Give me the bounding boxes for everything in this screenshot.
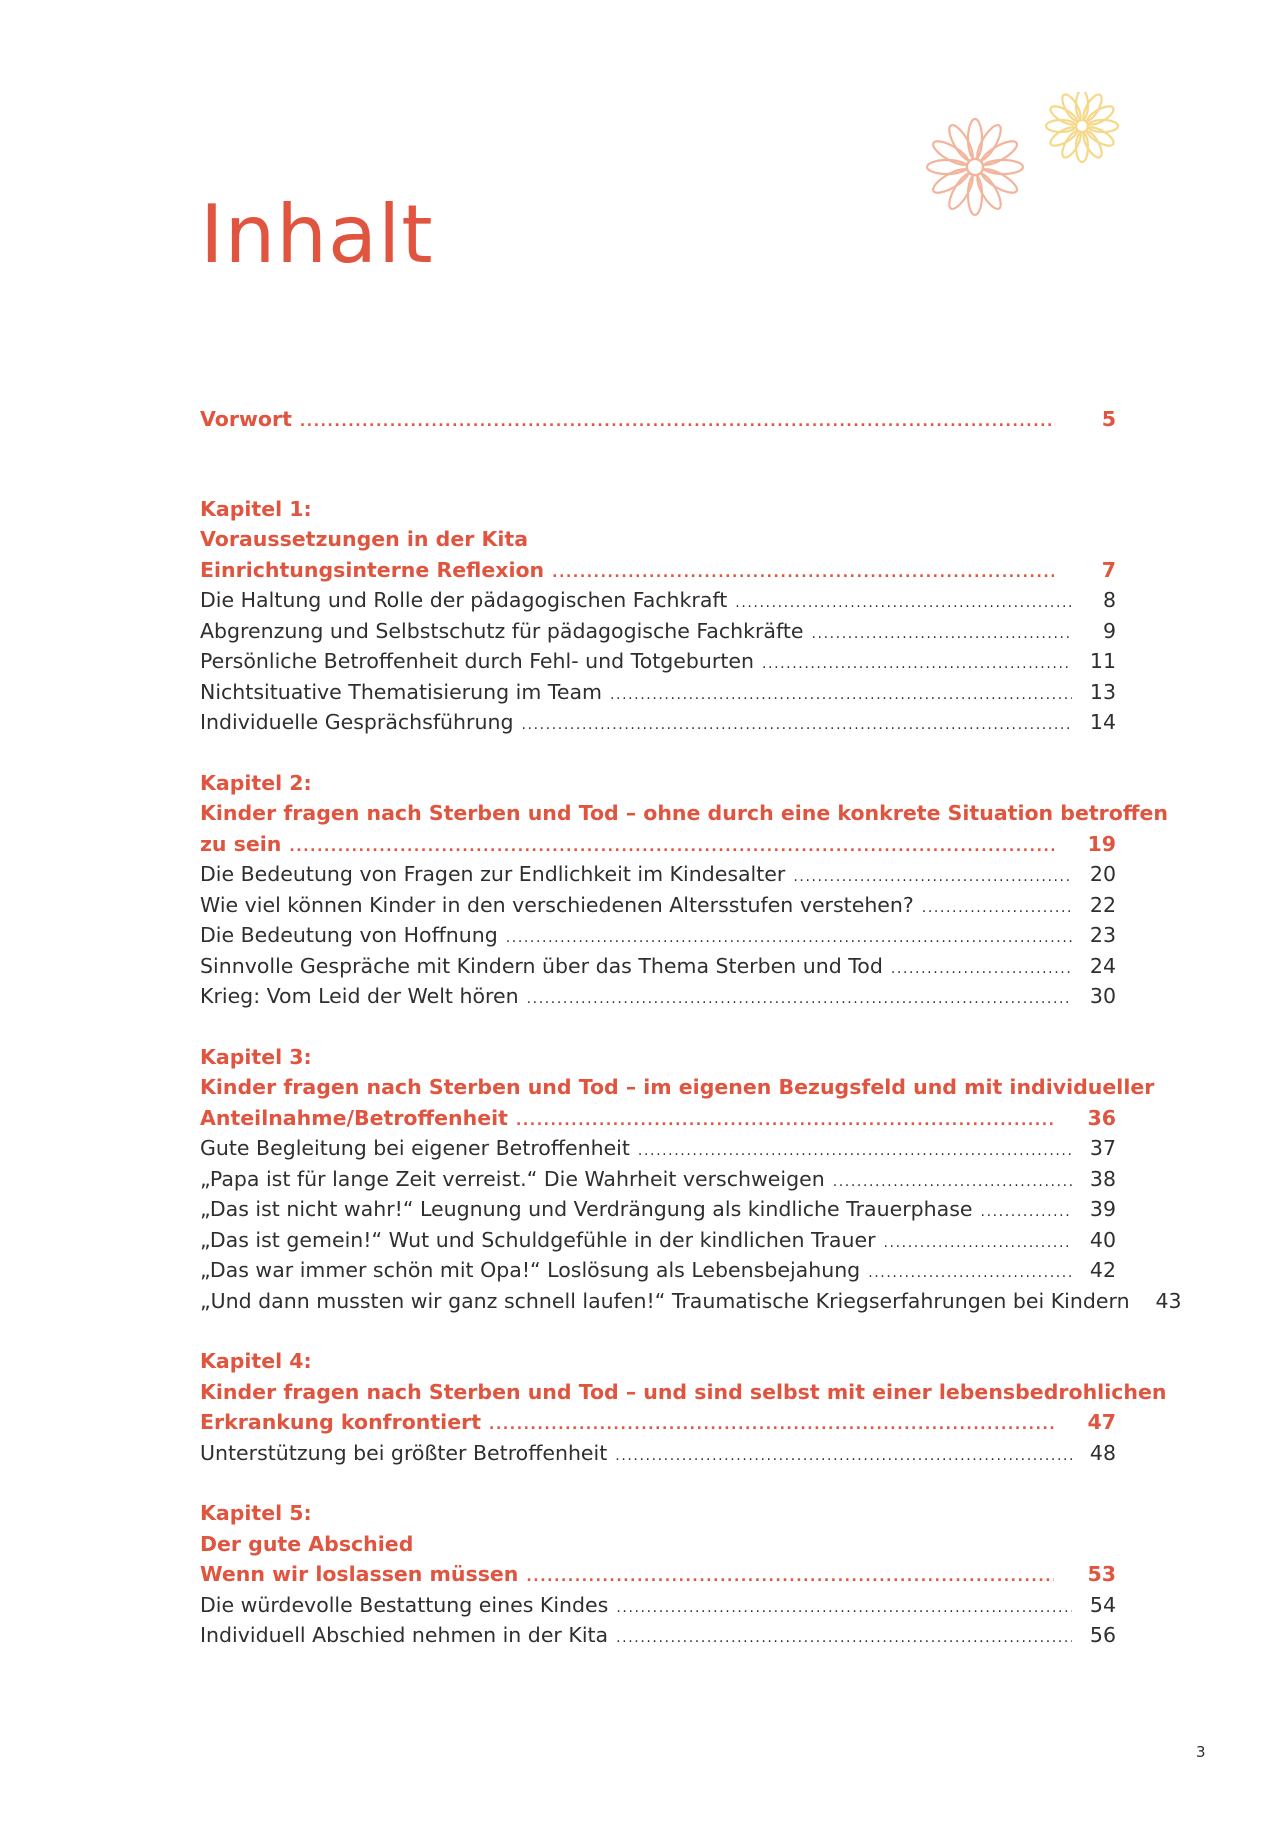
chapter-block — [200, 1042, 1182, 1317]
chapter-block — [200, 768, 1168, 1012]
toc-page-number: 9 — [1102, 618, 1116, 643]
chapter-number: Kapitel 5: — [200, 1501, 312, 1525]
dot-leader — [884, 1228, 1073, 1259]
dot-leader — [521, 710, 1072, 741]
dot-leader — [638, 1136, 1072, 1167]
toc-entry-label: Die Haltung und Rolle der pädagogischen Fachkraft — [200, 588, 728, 612]
toc-page-number: 36 — [1087, 1105, 1116, 1130]
toc-entry[interactable] — [200, 951, 1116, 982]
dot-leader — [506, 923, 1072, 954]
toc-page-number: 30 — [1089, 984, 1116, 1008]
chapter-number: Kapitel 3: — [200, 1044, 312, 1069]
toc-entry-vorwort[interactable] — [200, 404, 1116, 435]
dot-leader — [616, 1623, 1072, 1654]
flower-icon-peach — [927, 119, 1023, 215]
toc-entry[interactable] — [200, 677, 1116, 708]
toc-entry-label: Die würdevolle Bestattung eines Kindes — [200, 1592, 609, 1617]
page-title: Inhalt — [200, 188, 434, 281]
toc-entry[interactable] — [200, 1590, 1116, 1621]
dot-leader — [489, 1410, 1054, 1441]
chapter-number: Kapitel 4: — [200, 1349, 312, 1373]
toc-entry-label: Anteilnahme/Betroffenheit — [200, 1105, 508, 1130]
dot-leader — [616, 1593, 1072, 1624]
toc-page-number: 8 — [1102, 588, 1116, 612]
table-of-contents — [200, 404, 1182, 1651]
toc-entry-label: zu sein — [200, 831, 282, 856]
dot-leader — [552, 558, 1054, 589]
chapter-title-line: Der gute Abschied — [200, 1531, 414, 1556]
toc-page-number: 13 — [1089, 679, 1116, 704]
dot-leader — [811, 619, 1072, 650]
page-number: 3 — [1196, 1743, 1206, 1761]
chapter-title-entry[interactable] — [200, 829, 1116, 860]
toc-page-number: 56 — [1089, 1623, 1116, 1647]
flower-decoration — [910, 92, 1180, 267]
toc-entry[interactable] — [200, 859, 1116, 890]
toc-page-number: 37 — [1089, 1136, 1116, 1160]
toc-page-number: 14 — [1089, 710, 1116, 734]
toc-page-number: 20 — [1089, 862, 1116, 886]
toc-entry-label: Die Bedeutung von Fragen zur Endlichkeit im Kindesalter — [200, 862, 786, 886]
toc-entry-label: „Und dann mussten wir ganz schnell laufen!“ Traumatische Kriegserfahrungen bei Kindern — [200, 1288, 1130, 1313]
toc-page-number: 24 — [1089, 953, 1116, 978]
chapter-title-entry[interactable] — [200, 555, 1116, 586]
toc-page-number: 7 — [1101, 557, 1116, 582]
toc-entry-label: Erkrankung konfrontiert — [200, 1410, 482, 1434]
toc-page-number: 39 — [1089, 1197, 1116, 1221]
chapter-number: Kapitel 2: — [200, 770, 312, 795]
toc-page-number: 19 — [1087, 831, 1116, 856]
toc-entry[interactable] — [200, 1438, 1116, 1469]
toc-page-number: 11 — [1089, 649, 1116, 673]
toc-entry[interactable] — [200, 1286, 1182, 1317]
chapter-title-line: Kinder fragen nach Sterben und Tod – im eigenen Bezugsfeld und mit individueller — [200, 1075, 1155, 1099]
toc-entry[interactable] — [200, 585, 1116, 616]
toc-entry-label: Persönliche Betroffenheit durch Fehl- und Totgeburten — [200, 649, 754, 673]
toc-entry-label: „Das ist gemein!“ Wut und Schuldgefühle in der kindlichen Trauer — [200, 1227, 876, 1252]
dot-leader — [981, 1197, 1072, 1228]
chapter-list — [200, 494, 1182, 1651]
dot-leader — [300, 407, 1054, 438]
chapter-number: Kapitel 1: — [200, 496, 312, 521]
dot-leader — [922, 893, 1072, 924]
dot-leader — [615, 1441, 1072, 1472]
toc-page-number: 53 — [1087, 1562, 1116, 1586]
toc-entry-label: Vorwort — [200, 407, 292, 431]
toc-entry-label: Sinnvolle Gespräche mit Kindern über das Thema Sterben und Tod — [200, 953, 883, 978]
dot-leader — [526, 1562, 1054, 1593]
toc-entry-label: Nichtsituative Thematisierung im Team — [200, 679, 602, 704]
dot-leader — [868, 1258, 1072, 1289]
toc-entry-label: Einrichtungsinterne Reflexion — [200, 557, 545, 582]
toc-entry[interactable] — [200, 616, 1116, 647]
toc-entry[interactable] — [200, 1194, 1116, 1225]
toc-entry-label: Die Bedeutung von Hoffnung — [200, 923, 498, 947]
chapter-block — [200, 1498, 1116, 1651]
toc-entry-label: „Das ist nicht wahr!“ Leugnung und Verdrängung als kindliche Trauerphase — [200, 1197, 973, 1221]
toc-page-number: 47 — [1087, 1410, 1116, 1434]
toc-page-number: 22 — [1089, 892, 1116, 917]
chapter-title-line: Voraussetzungen in der Kita — [200, 527, 529, 551]
toc-page-number: 40 — [1089, 1227, 1116, 1252]
toc-entry[interactable] — [200, 890, 1116, 921]
chapter-title-entry[interactable] — [200, 1103, 1116, 1134]
toc-page-number: 23 — [1089, 923, 1116, 947]
dot-leader — [793, 862, 1072, 893]
toc-page-number: 43 — [1155, 1288, 1182, 1313]
dot-leader — [610, 680, 1072, 711]
toc-entry-label: Wie viel können Kinder in den verschiedenen Altersstufen verstehen? — [200, 892, 914, 917]
toc-entry-label: Individuelle Gesprächsführung — [200, 710, 514, 734]
toc-entry-label: Individuell Abschied nehmen in der Kita — [200, 1623, 609, 1647]
dot-leader — [891, 954, 1072, 985]
toc-entry-label: Krieg: Vom Leid der Welt hören — [200, 984, 519, 1008]
toc-entry-label: Unterstützung bei größter Betroffenheit — [200, 1440, 608, 1465]
dot-leader — [735, 588, 1072, 619]
chapter-title-line: Kinder fragen nach Sterben und Tod – ohne durch eine konkrete Situation betroffen — [200, 801, 1168, 825]
toc-page-number: 38 — [1089, 1166, 1116, 1191]
toc-entry[interactable] — [200, 1255, 1116, 1286]
flower-icon-yellow — [1046, 92, 1118, 162]
toc-page-number: 5 — [1101, 407, 1116, 431]
dot-leader — [516, 1106, 1054, 1137]
toc-page-number: 42 — [1089, 1258, 1116, 1282]
toc-page-number: 54 — [1089, 1592, 1116, 1617]
dot-leader — [762, 649, 1072, 680]
chapter-title-line: Kinder fragen nach Sterben und Tod – und sind selbst mit einer lebensbedrohlichen — [200, 1379, 1167, 1404]
toc-entry[interactable] — [200, 1164, 1116, 1195]
toc-entry[interactable] — [200, 1133, 1116, 1164]
chapter-block — [200, 494, 1116, 738]
toc-entry[interactable] — [200, 646, 1116, 677]
toc-entry-label: Wenn wir loslassen müssen — [200, 1562, 519, 1586]
toc-entry-label: „Das war immer schön mit Opa!“ Loslösung als Lebensbejahung — [200, 1258, 861, 1282]
toc-entry-label: „Papa ist für lange Zeit verreist.“ Die Wahrheit verschweigen — [200, 1166, 825, 1191]
toc-entry[interactable] — [200, 1225, 1116, 1256]
toc-entry[interactable] — [200, 981, 1116, 1012]
dot-leader — [527, 984, 1072, 1015]
toc-page-number: 48 — [1089, 1440, 1116, 1465]
toc-entry[interactable] — [200, 1620, 1116, 1651]
toc-entry-label: Gute Begleitung bei eigener Betroffenheit — [200, 1136, 630, 1160]
toc-entry-label: Abgrenzung und Selbstschutz für pädagogische Fachkräfte — [200, 618, 804, 643]
chapter-title-entry[interactable] — [200, 1407, 1116, 1438]
chapter-block — [200, 1346, 1167, 1468]
dot-leader — [833, 1167, 1072, 1198]
dot-leader — [289, 832, 1054, 863]
chapter-title-entry[interactable] — [200, 1559, 1116, 1590]
toc-entry[interactable] — [200, 707, 1116, 738]
toc-entry[interactable] — [200, 920, 1116, 951]
